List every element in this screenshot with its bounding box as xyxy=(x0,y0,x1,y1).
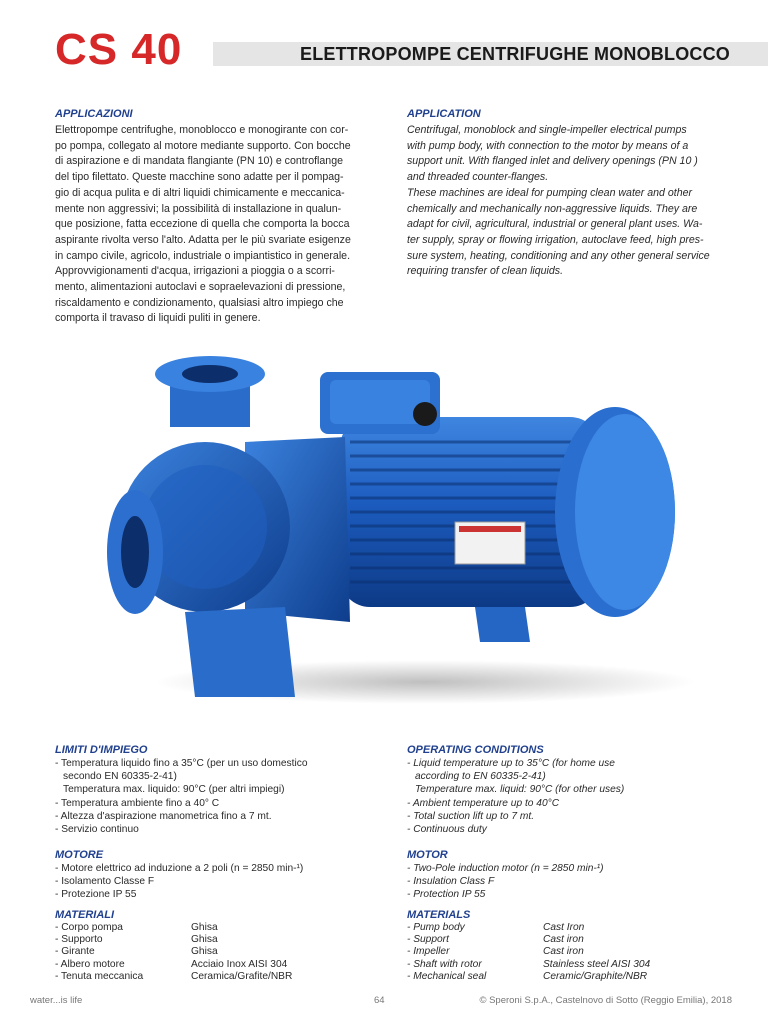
material-part: - Corpo pompa xyxy=(55,922,123,933)
limiti-heading: LIMITI D'IMPIEGO xyxy=(55,744,148,756)
material-value: Ceramica/Grafite/NBR xyxy=(191,970,293,982)
text-line: adapt for civil, agricultural, industrial or general plant uses. Wa- xyxy=(407,218,703,231)
text-line: sure system, heating, conditioning and any other general service xyxy=(407,249,710,262)
text-line: que posizione, fatta eccezione di quella che comporta la bocca xyxy=(55,218,350,231)
list-item: - Continuous duty xyxy=(407,824,487,836)
material-part: - Support xyxy=(407,934,449,946)
list-item: - Servizio continuo xyxy=(55,824,139,836)
materials-table xyxy=(407,922,722,983)
motor-heading: MOTOR xyxy=(407,849,448,861)
material-value: Acciaio Inox AISI 304 xyxy=(191,958,288,970)
material-value: Stainless steel AISI 304 xyxy=(543,958,651,970)
list-item: - Temperatura liquido fino a 35°C (per un uso domestico xyxy=(55,758,308,769)
list-item: - Two-Pole induction motor (n = 2850 min-¹) xyxy=(407,863,604,874)
motore-section xyxy=(55,849,373,902)
list-item: according to EN 60335-2-41) xyxy=(415,771,546,783)
text-line: mente non aggressivi; la possibilità di installazione in qualun- xyxy=(55,202,342,215)
list-item: - Protezione IP 55 xyxy=(55,889,137,901)
motore-heading: MOTORE xyxy=(55,849,104,861)
text-line: support unit. With flanged inlet and delivery openings (PN 10 ) xyxy=(407,155,698,168)
text-line: di aspirazione e di mandata flangiante (PN 10) e controflange xyxy=(55,155,343,168)
text-line: and threaded counter-flanges. xyxy=(407,171,549,184)
material-value: Ghisa xyxy=(191,946,218,958)
list-item: - Ambient temperature up to 40°C xyxy=(407,797,560,809)
text-line: gio di acqua pulita e di altri liquidi chimicamente e meccanica- xyxy=(55,186,345,199)
materiali-table xyxy=(55,922,373,983)
limiti-section xyxy=(55,744,373,836)
list-item: - Insulation Class F xyxy=(407,876,495,888)
footer-tagline: water...is life xyxy=(30,995,83,1006)
list-item: - Liquid temperature up to 35°C (for home use xyxy=(407,758,615,769)
text-line: Approvvigionamenti d'acqua, irrigazioni a pioggia o a scorri- xyxy=(55,265,335,278)
materiali-heading: MATERIALI xyxy=(55,909,115,921)
material-value: Cast iron xyxy=(543,934,584,946)
text-line: chemically and mechanically non-aggressive liquids. They are xyxy=(407,202,698,215)
model-title: CS 40 xyxy=(55,25,183,74)
applicazioni-heading: APPLICAZIONI xyxy=(55,108,133,120)
text-line: Centrifugal, monoblock and single-impeller electrical pumps xyxy=(407,124,687,136)
material-part: - Albero motore xyxy=(55,958,125,970)
title-bar xyxy=(213,42,768,66)
text-line: po pompa, collegato al motore mediante supporto. Con bocche xyxy=(55,139,351,152)
material-part: - Girante xyxy=(55,946,95,958)
materiali-section xyxy=(55,909,373,983)
text-line: These machines are ideal for pumping clean water and other xyxy=(407,186,693,199)
material-value: Ceramic/Graphite/NBR xyxy=(543,970,648,982)
operating-heading: OPERATING CONDITIONS xyxy=(407,744,544,756)
text-line: mento, alimentazioni autoclavi e sopraelevazioni di pressione, xyxy=(55,281,346,294)
applicazioni-text xyxy=(55,123,373,327)
list-item: - Isolamento Classe F xyxy=(55,876,155,888)
page-title: ELETTROPOMPE CENTRIFUGHE MONOBLOCCO xyxy=(300,44,730,64)
text-line: del tipo filettato. Queste macchine sono adatte per il pompag- xyxy=(55,171,344,184)
page-number: 64 xyxy=(374,995,385,1006)
text-line: requiring transfer of clean liquids. xyxy=(407,265,564,278)
material-part: - Pump body xyxy=(407,922,465,933)
application-heading: APPLICATION xyxy=(407,108,481,120)
text-line: riscaldamento e condizionamento, qualsiasi altro impiego che xyxy=(55,296,344,309)
applicazioni-section xyxy=(55,108,373,327)
pump-image xyxy=(95,352,695,712)
material-part: - Shaft with rotor xyxy=(407,958,482,970)
application-section xyxy=(407,108,722,280)
text-line: in campo civile, agricolo, industriale o impiantistico in generale. xyxy=(55,249,351,262)
list-item: secondo EN 60335-2-41) xyxy=(63,771,177,783)
text-line: with pump body, with connection to the motor by means of a xyxy=(407,139,689,152)
text-line: aspirante rivolta verso l'alto. Adatta per le più svariate esigenze xyxy=(55,233,351,246)
text-line: ter supply, spray or flowing irrigation, autoclave feed, high pres- xyxy=(407,233,704,246)
material-value: Ghisa xyxy=(191,934,218,946)
material-part: - Supporto xyxy=(55,934,103,946)
list-item: - Protection IP 55 xyxy=(407,889,486,901)
list-item: - Motore elettrico ad induzione a 2 poli (n = 2850 min-¹) xyxy=(55,863,304,874)
materials-section xyxy=(407,909,722,983)
application-text xyxy=(407,123,722,280)
footer-copyright: © Speroni S.p.A., Castelnovo di Sotto (Reggio Emilia), 2018 xyxy=(479,995,732,1006)
material-value: Cast Iron xyxy=(543,922,585,933)
list-item: - Total suction lift up to 7 mt. xyxy=(407,810,535,822)
materials-heading: MATERIALS xyxy=(407,909,471,921)
text-line: comporta il travaso di liquidi puliti in genere. xyxy=(55,312,261,325)
material-part: - Impeller xyxy=(407,946,450,958)
material-part: - Mechanical seal xyxy=(407,970,487,982)
list-item: - Altezza d'aspirazione manometrica fino a 7 mt. xyxy=(55,810,272,822)
list-item: Temperature max. liquid: 90°C (for other uses) xyxy=(415,784,625,796)
operating-section xyxy=(407,744,722,836)
motor-section xyxy=(407,849,722,902)
material-part: - Tenuta meccanica xyxy=(55,970,144,982)
text-line: Elettropompe centrifughe, monoblocco e monogirante con cor- xyxy=(55,124,349,136)
list-item: - Temperatura ambiente fino a 40° C xyxy=(55,797,220,809)
list-item: Temperatura max. liquido: 90°C (per altri impiegi) xyxy=(63,784,285,796)
material-value: Cast iron xyxy=(543,946,584,958)
material-value: Ghisa xyxy=(191,922,218,933)
